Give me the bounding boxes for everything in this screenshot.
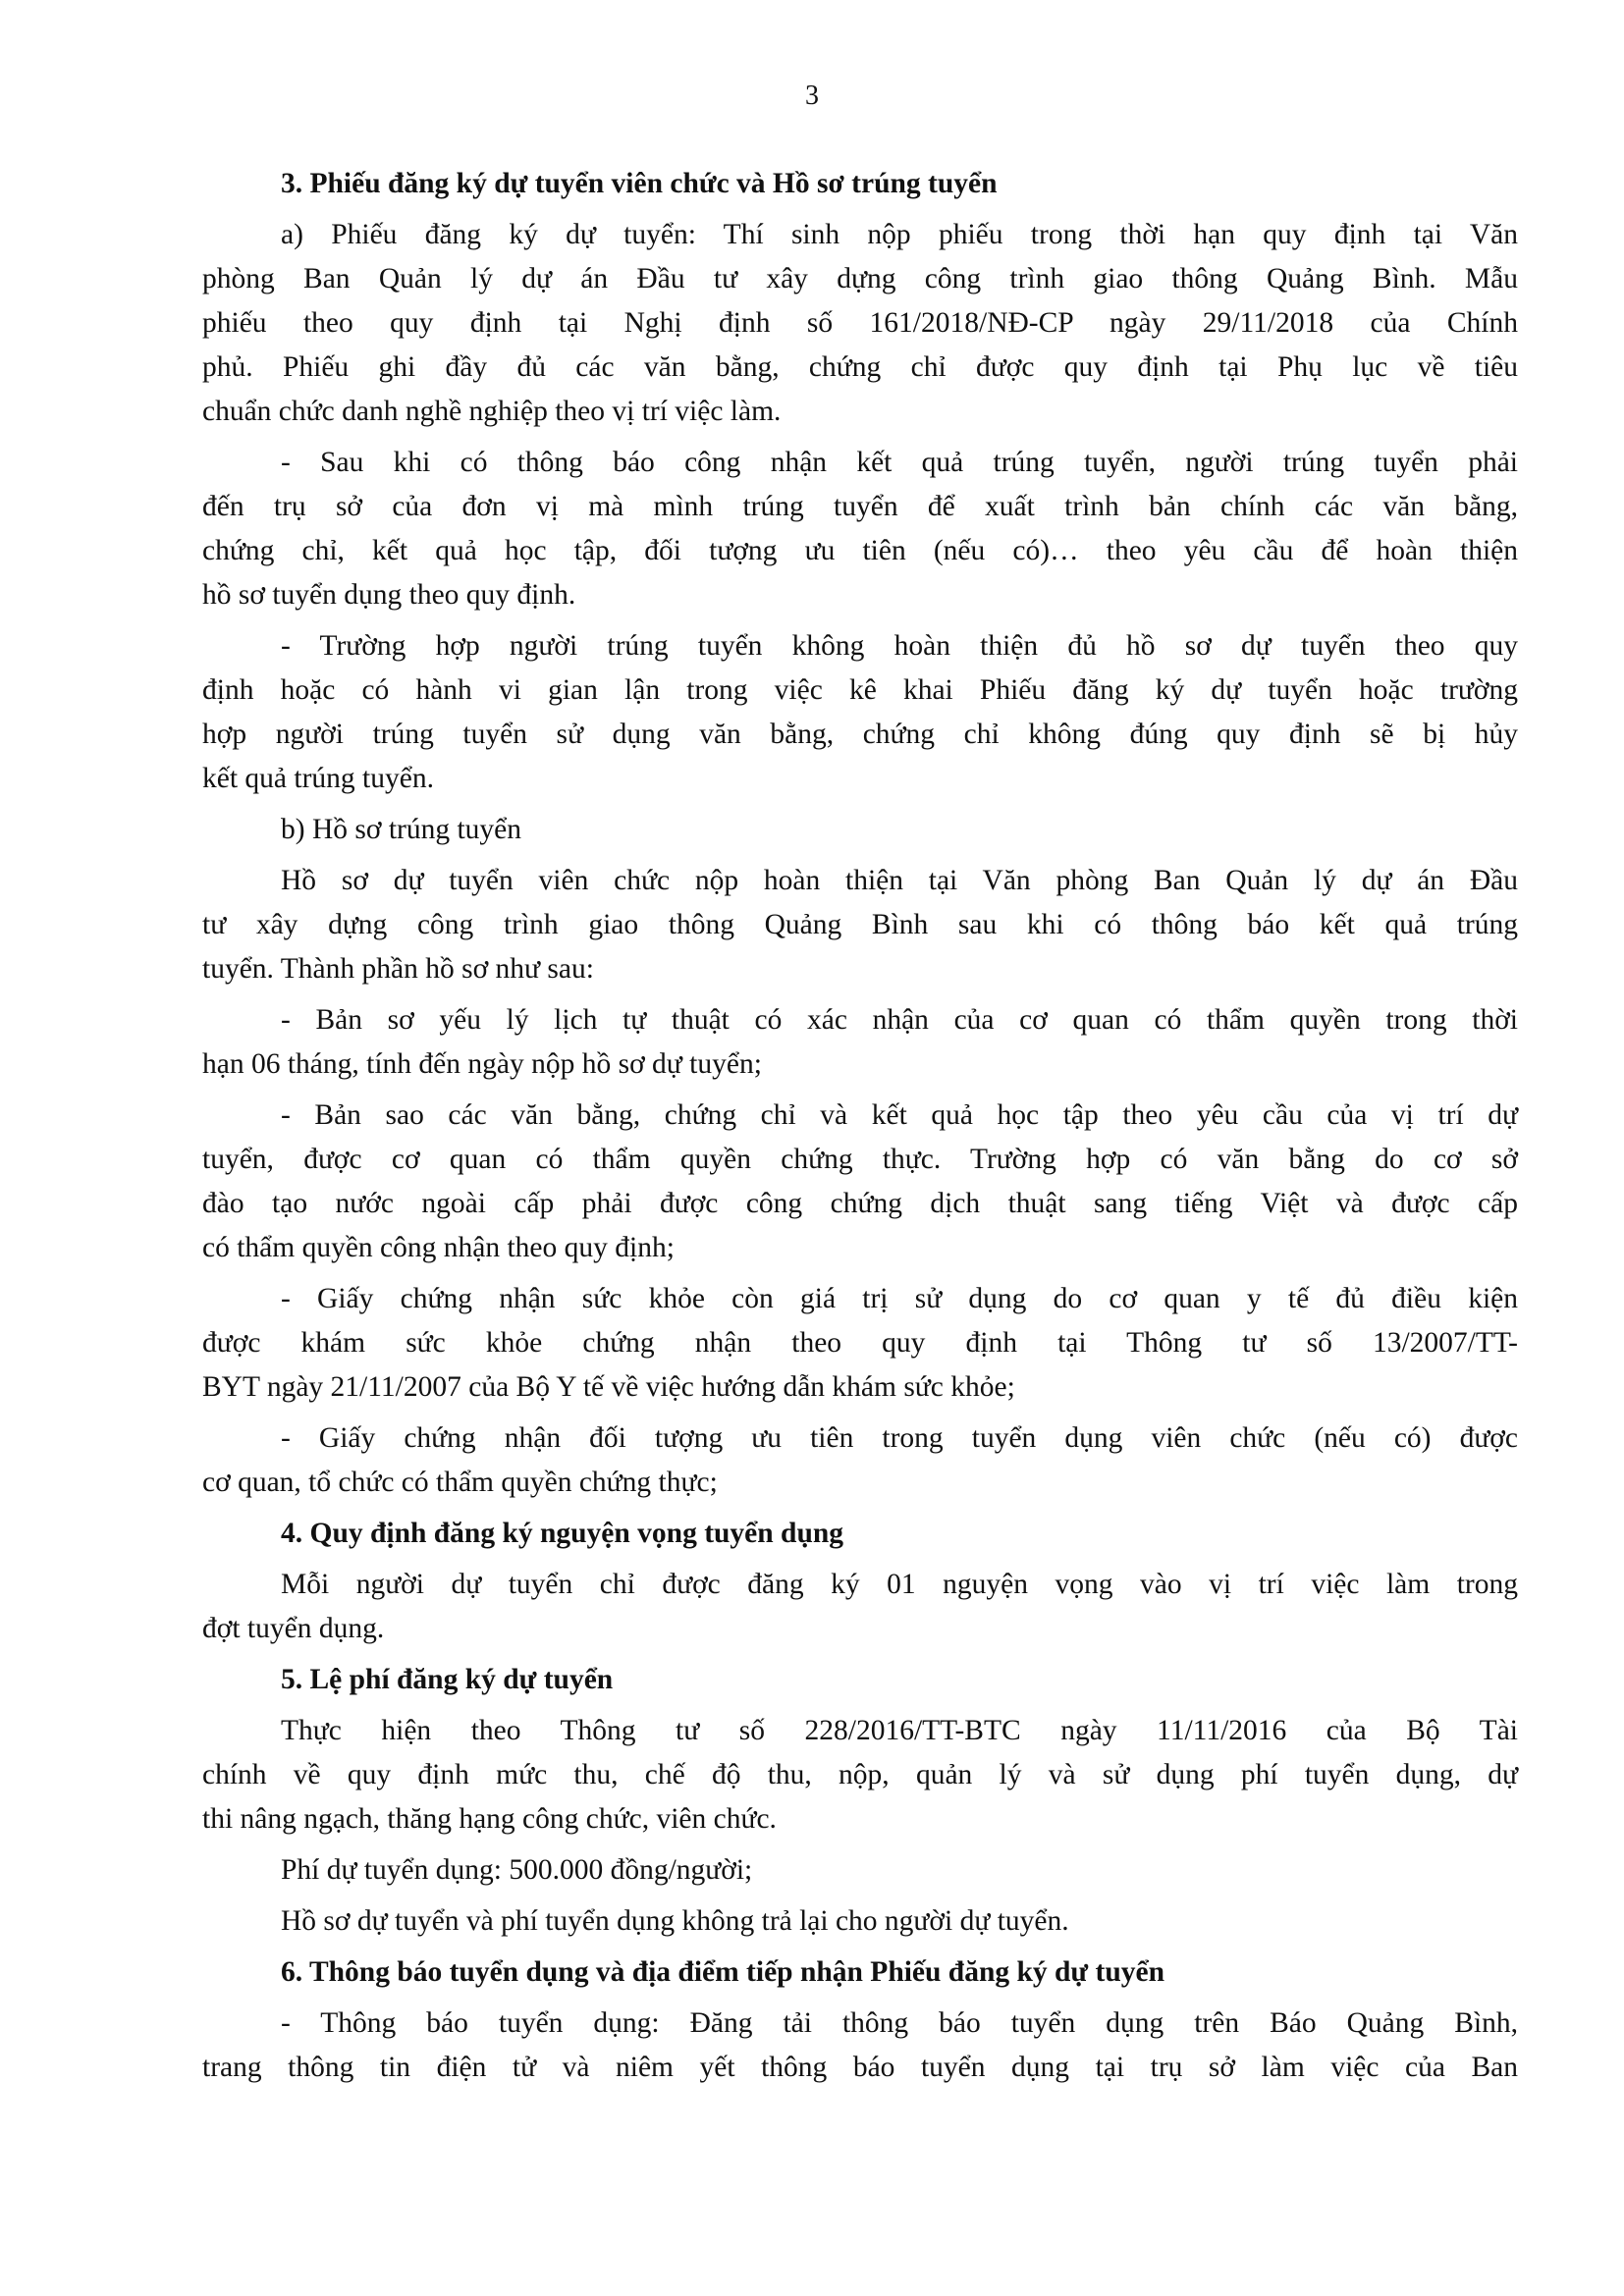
text-line: a) Phiếu đăng ký dự tuyển: Thí sinh nộp phiếu trong thời hạn quy định tại Văn <box>281 219 1518 250</box>
text-line: tuyển. Thành phần hồ sơ như sau: <box>202 953 594 985</box>
text-line: chính về quy định mức thu, chế độ thu, nộp, quản lý và sử dụng phí tuyển dụng, dự <box>202 1759 1518 1790</box>
text-line: cơ quan, tổ chức có thẩm quyền chứng thực; <box>202 1467 718 1498</box>
page-number: 3 <box>805 80 819 111</box>
text-line: định hoặc có hành vi gian lận trong việc kê khai Phiếu đăng ký dự tuyển hoặc trường <box>202 674 1518 706</box>
text-line: Hồ sơ dự tuyển viên chức nộp hoàn thiện tại Văn phòng Ban Quản lý dự án Đầu <box>281 865 1518 896</box>
text-line: đào tạo nước ngoài cấp phải được công chứng dịch thuật sang tiếng Việt và được cấp <box>202 1188 1518 1219</box>
text-line: kết quả trúng tuyển. <box>202 763 434 794</box>
text-line: - Thông báo tuyển dụng: Đăng tải thông báo tuyển dụng trên Báo Quảng Bình, <box>281 2007 1518 2039</box>
section-heading <box>202 1512 1518 1556</box>
section-heading <box>202 1950 1518 1995</box>
text-line: Thực hiện theo Thông tư số 228/2016/TT-BTC ngày 11/11/2016 của Bộ Tài <box>281 1715 1518 1746</box>
paragraph <box>202 2002 1518 2090</box>
text-line: hợp người trúng tuyển sử dụng văn bằng, chứng chỉ không đúng quy định sẽ bị hủy <box>202 719 1518 750</box>
text-line: - Trường hợp người trúng tuyển không hoàn thiện đủ hồ sơ dự tuyển theo quy <box>281 630 1518 662</box>
paragraph <box>202 1709 1518 1842</box>
text-line: Hồ sơ dự tuyển và phí tuyển dụng không trả lại cho người dự tuyển. <box>281 1905 1069 1937</box>
text-line: phủ. Phiếu ghi đầy đủ các văn bằng, chứng chỉ được quy định tại Phụ lục về tiêu <box>202 351 1518 383</box>
paragraph <box>202 213 1518 434</box>
paragraph <box>202 859 1518 991</box>
paragraph <box>202 441 1518 617</box>
text-line: hồ sơ tuyển dụng theo quy định. <box>202 579 576 611</box>
text-line: đến trụ sở của đơn vị mà mình trúng tuyển để xuất trình bản chính các văn bằng, <box>202 491 1518 522</box>
document-body <box>202 162 1518 2097</box>
paragraph <box>202 624 1518 801</box>
text-line: b) Hồ sơ trúng tuyển <box>281 814 522 845</box>
paragraph <box>202 998 1518 1087</box>
text-line: có thẩm quyền công nhận theo quy định; <box>202 1232 675 1263</box>
text-line: 5. Lệ phí đăng ký dự tuyển <box>281 1664 614 1695</box>
text-line: - Giấy chứng nhận sức khỏe còn giá trị sử dụng do cơ quan y tế đủ điều kiện <box>281 1283 1518 1314</box>
paragraph <box>202 808 1518 852</box>
text-line: chứng chỉ, kết quả học tập, đối tượng ưu tiên (nếu có)… theo yêu cầu để hoàn thiện <box>202 535 1518 566</box>
paragraph <box>202 1899 1518 1944</box>
text-line: trang thông tin điện tử và niêm yết thông báo tuyển dụng tại trụ sở làm việc của Ban <box>202 2052 1518 2083</box>
text-line: - Bản sơ yếu lý lịch tự thuật có xác nhận của cơ quan có thẩm quyền trong thời <box>281 1004 1518 1036</box>
text-line: - Sau khi có thông báo công nhận kết quả trúng tuyển, người trúng tuyển phải <box>281 447 1518 478</box>
text-line: đợt tuyển dụng. <box>202 1613 385 1644</box>
paragraph <box>202 1563 1518 1651</box>
text-line: - Bản sao các văn bằng, chứng chỉ và kết quả học tập theo yêu cầu của vị trí dự <box>281 1099 1518 1131</box>
text-line: tuyển, được cơ quan có thẩm quyền chứng thực. Trường hợp có văn bằng do cơ sở <box>202 1144 1518 1175</box>
paragraph <box>202 1277 1518 1410</box>
text-line: 4. Quy định đăng ký nguyện vọng tuyển dụng <box>281 1518 844 1549</box>
section-heading <box>202 162 1518 206</box>
text-line: phòng Ban Quản lý dự án Đầu tư xây dựng công trình giao thông Quảng Bình. Mẫu <box>202 263 1518 294</box>
text-line: hạn 06 tháng, tính đến ngày nộp hồ sơ dự tuyển; <box>202 1048 762 1080</box>
text-line: - Giấy chứng nhận đối tượng ưu tiên trong tuyển dụng viên chức (nếu có) được <box>281 1422 1518 1454</box>
text-line: Phí dự tuyển dụng: 500.000 đồng/người; <box>281 1854 753 1886</box>
paragraph <box>202 1094 1518 1270</box>
paragraph <box>202 1416 1518 1505</box>
section-heading <box>202 1658 1518 1702</box>
text-line: chuẩn chức danh nghề nghiệp theo vị trí việc làm. <box>202 396 782 427</box>
text-line: phiếu theo quy định tại Nghị định số 161/2018/NĐ-CP ngày 29/11/2018 của Chính <box>202 307 1518 339</box>
paragraph <box>202 1848 1518 1893</box>
text-line: 3. Phiếu đăng ký dự tuyển viên chức và Hồ sơ trúng tuyển <box>281 168 998 199</box>
text-line: thi nâng ngạch, thăng hạng công chức, viên chức. <box>202 1803 777 1835</box>
text-line: 6. Thông báo tuyển dụng và địa điểm tiếp nhận Phiếu đăng ký dự tuyển <box>281 1956 1164 1988</box>
text-line: tư xây dựng công trình giao thông Quảng Bình sau khi có thông báo kết quả trúng <box>202 909 1518 940</box>
text-line: Mỗi người dự tuyển chỉ được đăng ký 01 nguyện vọng vào vị trí việc làm trong <box>281 1569 1518 1600</box>
text-line: BYT ngày 21/11/2007 của Bộ Y tế về việc hướng dẫn khám sức khỏe; <box>202 1371 1015 1403</box>
text-line: được khám sức khỏe chứng nhận theo quy định tại Thông tư số 13/2007/TT- <box>202 1327 1518 1359</box>
